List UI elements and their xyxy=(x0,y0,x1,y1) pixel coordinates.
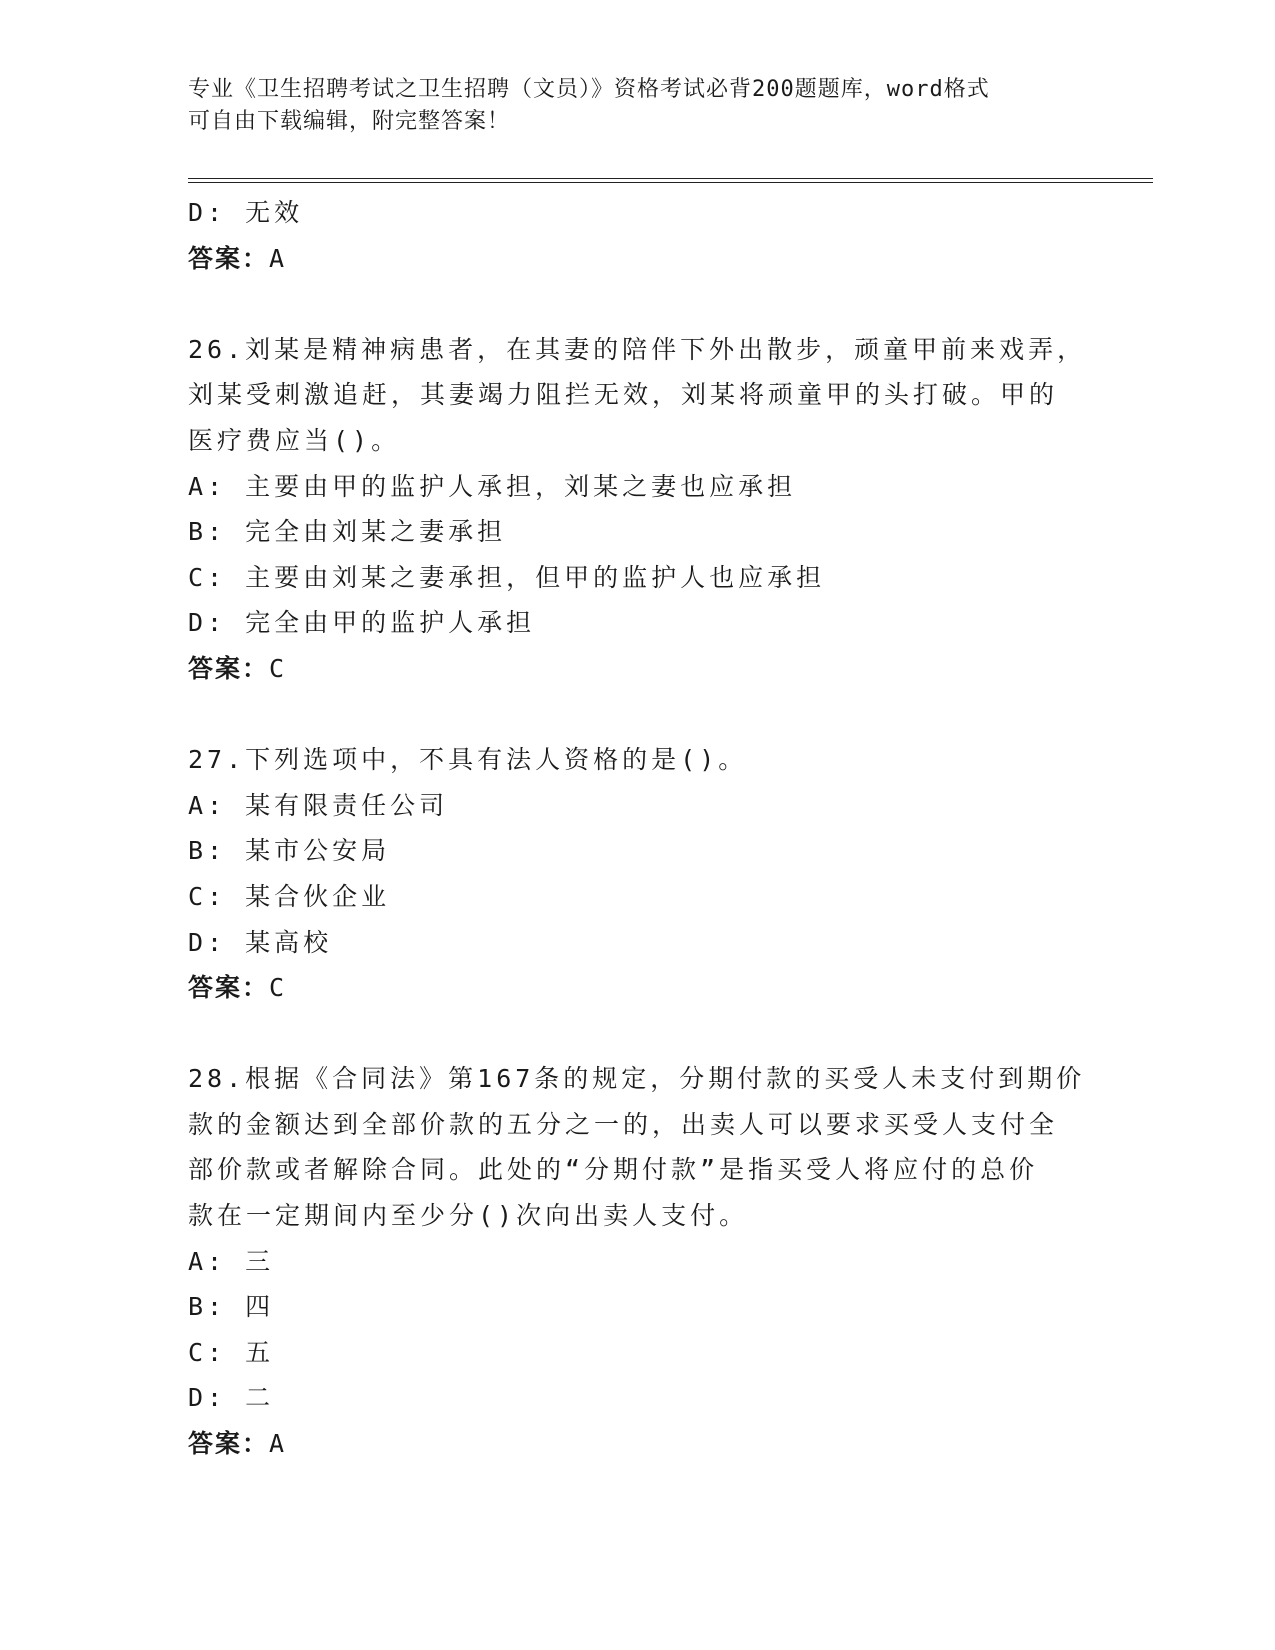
option-d: D: 完全由甲的监护人承担 xyxy=(188,608,536,638)
question-text-line: 28.根据《合同法》第167条的规定，分期付款的买受人未支付到期价 xyxy=(188,1064,1086,1094)
answer-line xyxy=(188,236,1088,282)
option-d: D: 无效 xyxy=(188,198,304,227)
option-d: D: 二 xyxy=(188,1383,275,1413)
option-b: B: 四 xyxy=(188,1292,275,1322)
question-text-line: 刘某受刺激追赶，其妻竭力阻拦无效，刘某将顽童甲的头打破。甲的 xyxy=(188,380,1059,410)
header-line-1: 专业《卫生招聘考试之卫生招聘（文员）》资格考试必背200题题库，word格式 xyxy=(188,77,990,102)
question-text-line: 26.刘某是精神病患者，在其妻的陪伴下外出散步，顽童甲前来戏弄， xyxy=(188,334,1087,364)
question-27 xyxy=(188,737,1088,1011)
previous-question-tail xyxy=(188,190,1088,281)
question-text-line: 医疗费应当()。 xyxy=(188,425,401,455)
answer-label: 答案： xyxy=(188,973,270,1003)
header-line-2: 可自由下载编辑，附完整答案！ xyxy=(188,109,511,134)
option-b: B: 完全由刘某之妻承担 xyxy=(188,517,507,547)
question-text-line: 款的金额达到全部价款的五分之一的，出卖人可以要求买受人支付全 xyxy=(188,1109,1059,1139)
answer-label: 答案： xyxy=(188,1429,270,1459)
answer-value: A xyxy=(269,243,287,273)
question-28 xyxy=(188,1056,1088,1466)
option-c: C: 主要由刘某之妻承担，但甲的监护人也应承担 xyxy=(188,562,826,592)
answer-line xyxy=(188,1421,1088,1467)
option-c: C: 五 xyxy=(188,1337,275,1367)
question-26 xyxy=(188,327,1088,692)
answer-value: C xyxy=(269,653,287,683)
spacer xyxy=(188,1011,1088,1057)
option-a: A: 主要由甲的监护人承担，刘某之妻也应承担 xyxy=(188,471,797,501)
answer-value: A xyxy=(269,1429,287,1459)
answer-label: 答案： xyxy=(188,243,270,273)
spacer xyxy=(188,692,1088,738)
answer-line xyxy=(188,646,1088,692)
option-d: D: 某高校 xyxy=(188,927,333,957)
question-text-line: 27.下列选项中，不具有法人资格的是()。 xyxy=(188,745,748,775)
option-a: A: 三 xyxy=(188,1246,275,1276)
header-rule-top xyxy=(188,178,1153,179)
option-b: B: 某市公安局 xyxy=(188,836,391,866)
header-rule-bottom xyxy=(188,182,1153,183)
document-header xyxy=(188,74,1068,138)
answer-line xyxy=(188,965,1088,1011)
answer-value: C xyxy=(269,973,287,1003)
question-text-line: 部价款或者解除合同。此处的“分期付款”是指买受人将应付的总价 xyxy=(188,1155,1039,1185)
option-a: A: 某有限责任公司 xyxy=(188,790,449,820)
spacer xyxy=(188,281,1088,327)
option-c: C: 某合伙企业 xyxy=(188,881,391,911)
answer-label: 答案： xyxy=(188,653,270,683)
document-body xyxy=(188,190,1088,1467)
question-text-line: 款在一定期间内至少分()次向出卖人支付。 xyxy=(188,1201,749,1231)
